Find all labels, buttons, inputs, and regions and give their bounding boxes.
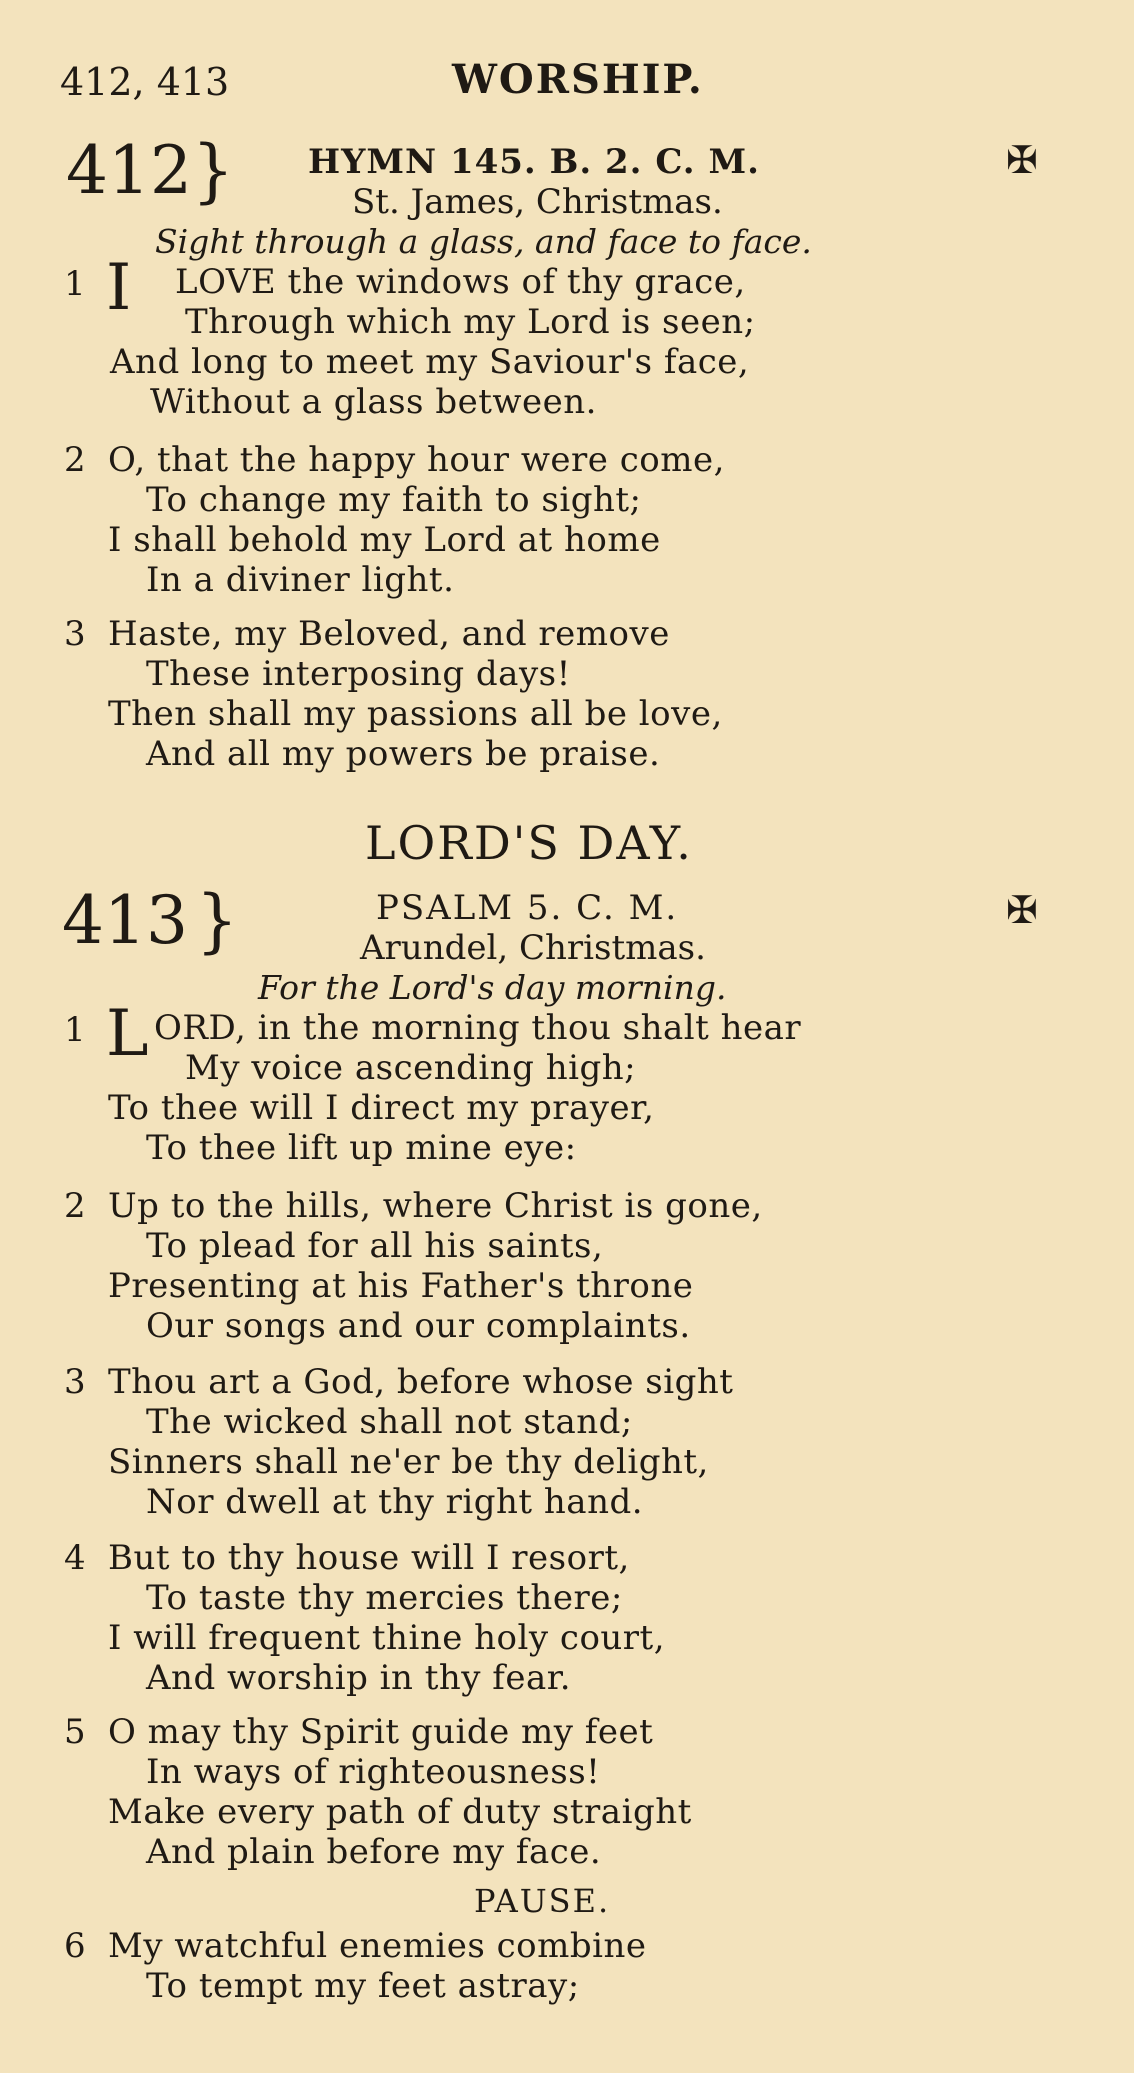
verse-line: To tempt my feet astray; [146, 1966, 580, 2006]
verse-line: To plead for all his saints, [146, 1226, 604, 1266]
verse-line: Sinners shall ne'er be thy delight, [108, 1442, 709, 1482]
brace-icon: } [196, 880, 238, 961]
verse-line: To thee lift up mine eye: [146, 1128, 577, 1168]
verse-line: To change my faith to sight; [146, 480, 642, 520]
verse-line: Then shall my passions all be love, [108, 694, 723, 734]
psalm-subject: For the Lord's day morning. [258, 968, 727, 1007]
verse-line: I will frequent thine holy court, [108, 1618, 666, 1658]
ornament-icon: ✠ [1006, 888, 1038, 932]
verse-line: And plain before my face. [146, 1832, 602, 1872]
verse-line: To thee will I direct my prayer, [108, 1088, 655, 1128]
verse-line: Haste, my Beloved, and remove [108, 614, 670, 654]
verse-line: Thou art a God, before whose sight [108, 1362, 734, 1402]
verse-line: O, that the happy hour were come, [108, 440, 725, 480]
drop-cap: I [106, 251, 132, 325]
verse-line: My voice ascending high; [185, 1048, 637, 1088]
verse-line: To taste thy mercies there; [146, 1578, 623, 1618]
verse-line: Through which my Lord is seen; [185, 302, 756, 342]
verse-number: 6 [64, 1926, 86, 1966]
verse-line: In ways of righteousness! [146, 1752, 601, 1792]
verse-number: 2 [64, 1186, 86, 1226]
verse-line: Make every path of duty straight [108, 1792, 692, 1832]
verse-line: I shall behold my Lord at home [108, 520, 661, 560]
verse-line: Our songs and our complaints. [146, 1306, 691, 1346]
verse-line: In a diviner light. [146, 560, 455, 600]
verse-line: And worship in thy fear. [146, 1658, 572, 1698]
hymn-meter-line: HYMN 145. B. 2. C. M. [308, 142, 760, 182]
brace-icon: } [192, 130, 234, 211]
verse-number: 3 [64, 614, 86, 654]
hymn-tunes: St. James, Christmas. [352, 182, 723, 222]
page-numbers: 412, 413 [60, 60, 230, 104]
hymn-subject: Sight through a glass, and face to face. [155, 222, 812, 261]
psalm-tunes: Arundel, Christmas. [360, 928, 706, 968]
verse-line: These interposing days! [146, 654, 571, 694]
verse-number: 5 [64, 1712, 86, 1752]
hymn-number: 413 [62, 882, 188, 959]
verse-line: Nor dwell at thy right hand. [146, 1482, 644, 1522]
running-title: WORSHIP. [452, 56, 704, 103]
section-title: LORD'S DAY. [365, 816, 693, 870]
verse-line: ORD, in the morning thou shalt hear [154, 1008, 802, 1048]
verse-line: But to thy house will I resort, [108, 1538, 630, 1578]
verse-line: LOVE the windows of thy grace, [175, 262, 746, 302]
verse-line: Presenting at his Father's throne [108, 1266, 694, 1306]
verse-line: The wicked shall not stand; [146, 1402, 633, 1442]
verse-number: 2 [64, 440, 86, 480]
verse-line: And long to meet my Saviour's face, [110, 342, 750, 382]
verse-line: Without a glass between. [150, 382, 597, 422]
verse-line: O may thy Spirit guide my feet [108, 1712, 654, 1752]
verse-number: 1 [64, 264, 86, 304]
verse-number: 4 [64, 1538, 86, 1578]
hymn-number: 412 [66, 132, 192, 209]
verse-line: Up to the hills, where Christ is gone, [108, 1186, 763, 1226]
ornament-icon: ✠ [1006, 138, 1038, 182]
verse-number: 1 [64, 1010, 86, 1050]
drop-cap: L [106, 997, 149, 1071]
verse-number: 3 [64, 1362, 86, 1402]
verse-line: My watchful enemies combine [108, 1926, 647, 1966]
pause-heading: PAUSE. [474, 1882, 611, 1920]
psalm-meter-line: PSALM 5. C. M. [376, 888, 679, 928]
verse-line: And all my powers be praise. [146, 734, 661, 774]
